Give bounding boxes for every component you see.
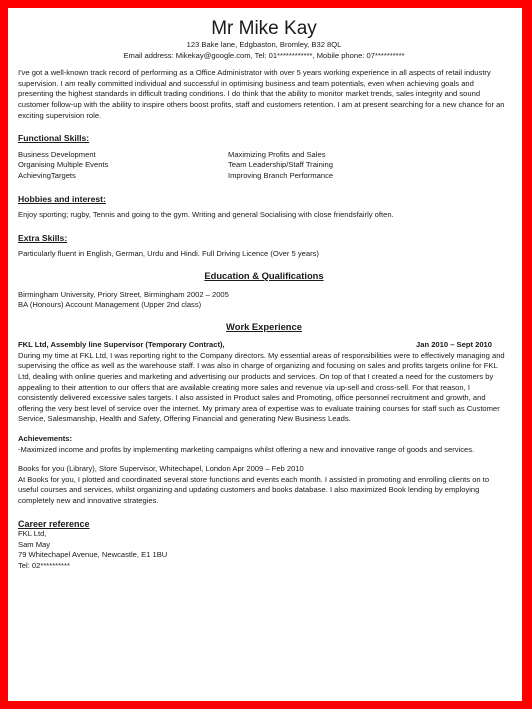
resume-page [8, 8, 522, 701]
contact-details: Email address: Mikekay@google.com, Tel: 01************, Mobile phone: 07********** [123, 50, 405, 60]
functional-skills-heading: Functional Skills: [18, 133, 90, 144]
skill-item: Organising Multiple Events [18, 160, 109, 170]
skill-item: Improving Branch Performance [228, 170, 334, 180]
candidate-name: Mr Mike Kay [211, 18, 317, 39]
work-experience-heading: Work Experience [226, 320, 302, 332]
skill-item: AchievingTargets [18, 170, 76, 180]
achievements-heading: Achievements: [18, 434, 73, 444]
postal-address: 123 Bake lane, Edgbaston, Bromley, B32 8QL [186, 40, 342, 49]
job-title: FKL Ltd, Assembly line Supervisor (Temporary Contract), [18, 340, 225, 350]
reference-company: FKL Ltd, [18, 529, 47, 539]
skill-item: Business Development [18, 149, 96, 159]
job-description: At Books for you, I plotted and coordinated several store functions and events each month. I assisted in promoting and enrolling clients on to useful courses and services, whilst organizing and updating customers and books database. I also maximized Book lending by employing completely new and innovative strategies. [18, 474, 490, 505]
job-title: Books for you (Library), Store Supervisor, Whitechapel, London Apr 2009 – Feb 2010 [18, 464, 304, 474]
job-description: During my time at FKL Ltd, I was reporting right to the Company directors. My essential areas of responsibilities were to effectively managing and supervising the office as well as the warehouse staff. I was also in charge of organizing and focusing on sales and profits targets online for FKL Ltd, dealing with online queries and marketing and advertising our products and services. On top of that I created a need for the customers by appealing to their attention to our offers that are available creating more sales and revenue via up-sell and cross-sell. For that reason, I consistently delivered excessive sales targets. I also assisted in Product sales and Promoting, office personnel recruitment and growth, and offering the very best level of service over the internet. My primary area of expertise was to evaluate training courses for staff such as Customer Service, Salesmanship, Health and Safety, Offering Financial and generating New Business Leads. [18, 350, 505, 424]
job-header [18, 340, 510, 351]
reference-phone: Tel: 02********** [18, 560, 70, 570]
career-reference-heading: Career reference [18, 518, 90, 529]
hobbies-heading: Hobbies and interest: [18, 193, 106, 204]
education-degree: BA (Honours) Account Management (Upper 2nd class) [18, 300, 202, 310]
functional-skills-list [18, 150, 510, 182]
skill-item: Maximizing Profits and Sales [228, 149, 326, 159]
reference-person: Sam May [18, 539, 51, 549]
skill-item: Team Leadership/Staff Training [228, 160, 333, 170]
hobbies-text: Enjoy sporting; rugby, Tennis and going to the gym. Writing and general Socialising with close friendsfairly often. [18, 210, 394, 220]
job-dates: Jan 2010 – Sept 2010 [416, 340, 492, 350]
extra-skills-heading: Extra Skills: [18, 232, 68, 243]
achievements-text: -Maximized income and profits by implementing marketing campaigns whilst offering a new and innovative range of goods and services. [18, 444, 475, 454]
education-heading: Education & Qualifications [204, 269, 324, 281]
reference-address: 79 Whitechapel Avenue, Newcastle, E1 1BU [18, 550, 168, 560]
education-institution: Birmingham University, Priory Street, Birmingham 2002 – 2005 [18, 289, 229, 299]
extra-skills-text: Particularly fluent in English, German, Urdu and Hindi. Full Driving Licence (Over 5 years) [18, 249, 319, 259]
profile-summary: I've got a well-known track record of performing as a Office Administrator with over 5 years working experience in all aspects of retail industry supervision. I am really committed individual and successful in optimising business and team potentials, even when achieving goals and presenting the highest standards in difficult trading conditions. I do think that the ability to monitor market trends, sales integrity and sound customer follow-up with the ability to inspire others boost profits, staff and customers retention. I am at present searching for a new chance for an exciting supervision role. [18, 68, 505, 120]
